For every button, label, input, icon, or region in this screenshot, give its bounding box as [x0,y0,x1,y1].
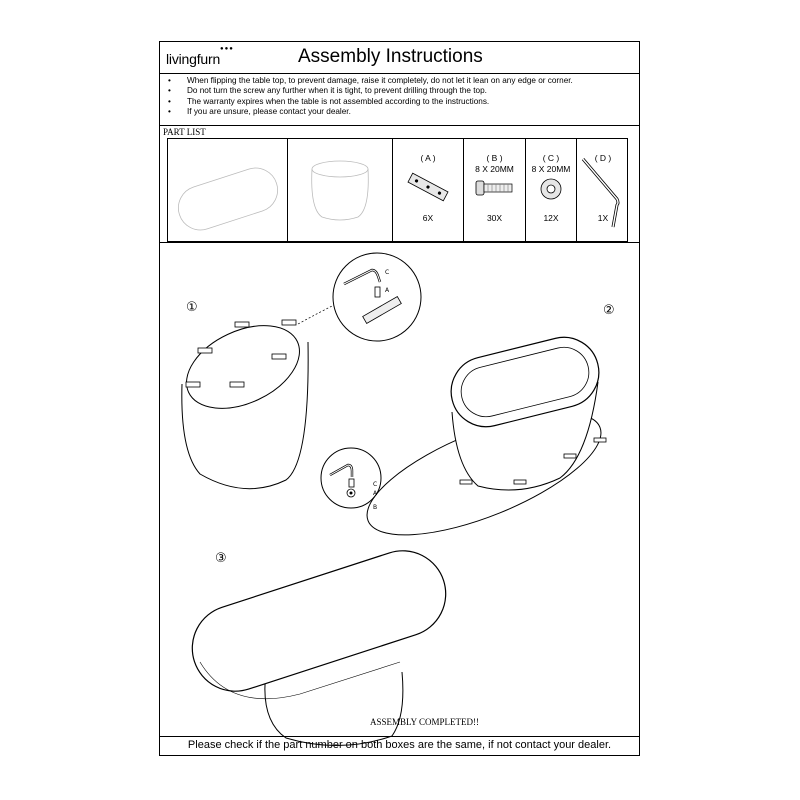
part-qty: 1X [597,213,609,223]
part-d [577,139,629,241]
part-list-label: PART LIST [163,127,206,137]
header [160,42,639,74]
detail-label: C [385,269,390,276]
step-3-completed-table-illustration [160,242,641,742]
brand-dots-icon: ●●● [220,46,234,52]
note-item: • The warranty expires when the table is not assembled according to the instructions. [168,96,490,106]
part-id: ( A ) [420,153,436,163]
note-text: Do not turn the screw any further when it is tight, to prevent drilling through the top. [187,86,487,96]
assembly-completed-text: ASSEMBLY COMPLETED!! [370,717,480,727]
washer-icon [526,139,577,243]
detail-label: C [373,481,378,488]
part-tabletop [168,139,288,241]
detail-label: A [373,490,378,497]
part-id: ( B ) [486,153,503,163]
footer-divider [160,736,639,737]
part-list-table [167,138,628,242]
note-item: • Do not turn the screw any further when it is tight, to prevent drilling through the top. [168,86,487,96]
note-text: The warranty expires when the table is not assembled according to the instructions. [187,96,490,106]
step-1-number: ① [186,300,198,315]
step-3-number: ③ [215,551,227,566]
step-2-number: ② [603,303,615,318]
part-b [464,139,526,241]
footer-note: Please check if the part number on both boxes are the same, if not contact your dealer. [187,739,612,751]
screw-icon [464,139,526,243]
instruction-sheet [159,41,640,756]
note-text: When flipping the table top, to prevent damage, raise it completely, do not let it lean on any edge or corner. [187,76,573,85]
note-item: • If you are unsure, please contact your dealer. [168,107,351,117]
part-spec: 8 X 20MM [475,164,514,174]
detail-label: B [373,504,378,511]
brand-logo: livingfurn [166,51,221,67]
part-qty: 30X [486,213,503,223]
tabletop-icon [168,139,288,243]
page-title: Assembly Instructions [298,46,483,67]
bracket-plate-icon [393,139,464,243]
part-qty: 6X [422,213,434,223]
part-base [288,139,393,241]
allen-key-icon [577,139,629,243]
part-id: ( C ) [542,153,560,163]
note-item: • When flipping the table top, to prevent damage, raise it completely, do not let it lean on any edge or corner. [168,76,573,85]
part-c [526,139,577,241]
note-text: If you are unsure, please contact your dealer. [187,107,351,117]
part-id: ( D ) [594,153,612,163]
part-spec: 8 X 20MM [531,164,571,174]
part-qty: 12X [543,213,559,223]
notes-list [160,74,639,126]
part-a [393,139,464,241]
base-icon [288,139,393,243]
detail-label: A [385,287,390,294]
